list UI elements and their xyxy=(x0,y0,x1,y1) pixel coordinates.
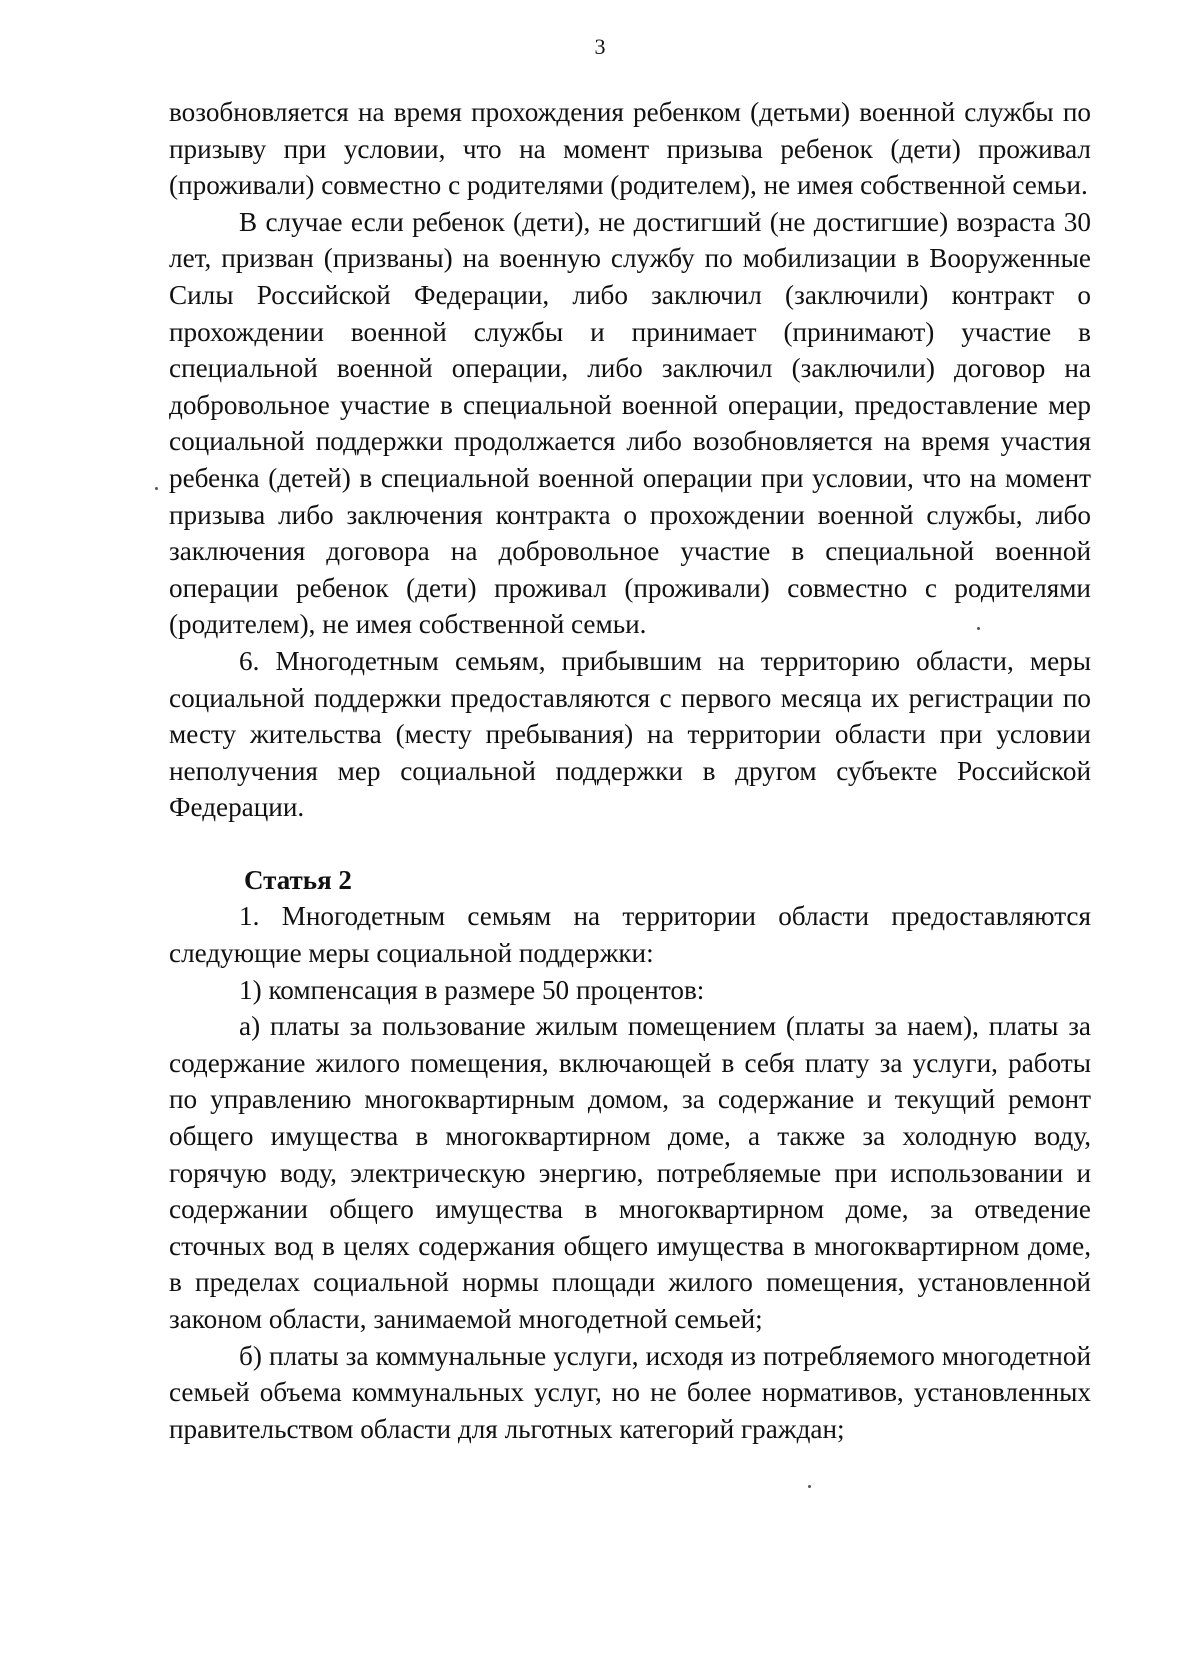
page-number: 3 xyxy=(594,34,606,59)
article-subitem-b: б) платы за коммунальные услуги, исходя из потребляемого многодетной семьей объема коммунальных услуг, но не более нормативов, установленных правительством области для льготных категорий граждан; xyxy=(169,1340,1091,1444)
article-subitem-1: 1) компенсация в размере 50 процентов: xyxy=(239,974,705,1005)
paragraph-item-6: 6. Многодетным семьям, прибывшим на территорию области, меры социальной поддержки предоставляются с первого месяца их регистрации по месту жительства (месту пребывания) на территории области при условии неполучения мер социальной поддержки в другом субъекте Российской Федерации. xyxy=(169,645,1091,823)
scan-speck xyxy=(155,487,158,490)
article-subitem-a: а) платы за пользование жилым помещением (платы за наем), платы за содержание жилого помещения, включающей в себя плату за услуги, работы по управлению многоквартирным домом, за содержание и текущий ремонт общего имущества в многоквартирном доме, а также за холодную воду, горячую воду, электрическую энергию, потребляемые при использовании и содержании общего имущества в многоквартирном доме, за отведение сточных вод в целях содержания общего имущества в многоквартирном доме, в пределах социальной нормы площади жилого помещения, установленной законом области, занимаемой многодетной семьей; xyxy=(169,1011,1091,1334)
article-heading: Статья 2 xyxy=(244,864,352,895)
paragraph-continuation: возобновляется на время прохождения ребенком (детьми) военной службы по призыву при условии, что на момент призыва ребенок (дети) проживал (проживали) совместно с родителями (родителем), не имея собственной семьи. xyxy=(169,97,1091,201)
paragraph-mobilization: В случае если ребенок (дети), не достигший (не достигшие) возраста 30 лет, призван (призваны) на военную службу по мобилизации в Вооруженные Силы Российской Федерации, либо заключил (заключили) контракт о прохождении военной службы и принимает (принимают) участие в специальной военной операции, либо заключил (заключили) договор на добровольное участие в специальной военной операции, предоставление мер социальной поддержки продолжается либо возобновляется на время участия ребенка (детей) в специальной военной операции при условии, что на момент призыва либо заключения контракта о прохождении военной службы, либо заключения договора на добровольное участие в специальной военной операции ребенок (дети) проживал (проживали) совместно с родителями (родителем), не имея собственной семьи. xyxy=(169,206,1091,640)
scan-speck xyxy=(808,1485,811,1488)
article-paragraph-1: 1. Многодетным семьям на территории области предоставляются следующие меры социальной поддержки: xyxy=(169,901,1091,969)
document-body xyxy=(169,94,1091,1447)
scan-speck xyxy=(977,627,980,630)
